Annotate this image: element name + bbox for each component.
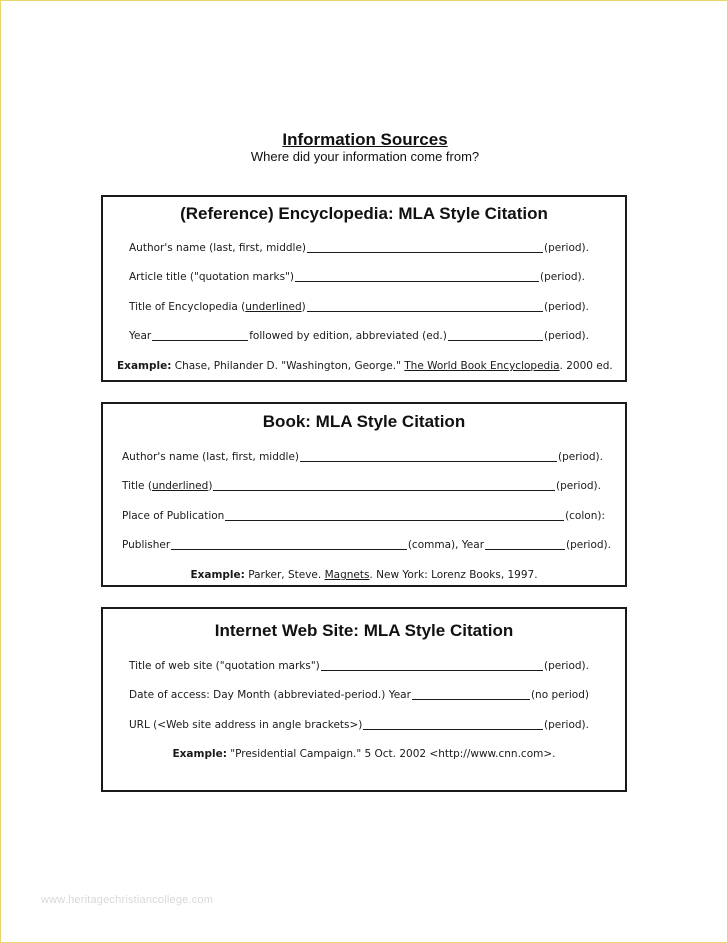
- author-blank[interactable]: [307, 240, 543, 253]
- book-title-end: (period).: [556, 480, 601, 492]
- web-date-label: Date of access: Day Month (abbreviated-period.) Year: [129, 689, 411, 701]
- article-end: (period).: [540, 271, 585, 283]
- encyc-end: (period).: [544, 301, 589, 313]
- book-citation-box: [101, 402, 627, 587]
- book-title-row: [122, 477, 601, 493]
- page-subtitle: Where did your information come from?: [250, 149, 480, 164]
- encyclopedia-example: Example: Chase, Philander D. "Washington, George." The World Book Encyclopedia . 2000 ed.: [117, 360, 613, 372]
- edition-blank[interactable]: [448, 328, 543, 341]
- encyclopedia-author-row: [129, 239, 589, 255]
- encyclopedia-article-row: [129, 268, 585, 284]
- book-publisher-end: (period).: [566, 539, 611, 551]
- year-mid: followed by edition, abbreviated (ed.): [249, 330, 447, 342]
- web-url-label: URL (<Web site address in angle brackets>): [129, 719, 363, 731]
- book-place-row: [122, 507, 605, 523]
- book-place-end: (colon):: [565, 510, 605, 522]
- encyclopedia-citation-box: [101, 195, 627, 382]
- article-label: Article title ("quotation marks"): [129, 271, 295, 283]
- web-site-row: [129, 657, 589, 673]
- book-place-label: Place of Publication: [122, 510, 225, 522]
- author-label: Author's name (last, first, middle): [129, 242, 307, 254]
- web-site-end: (period).: [544, 660, 589, 672]
- year-end: (period).: [544, 330, 589, 342]
- web-box-title: Internet Web Site: MLA Style Citation: [214, 621, 514, 640]
- web-url-blank[interactable]: [363, 717, 543, 730]
- article-blank[interactable]: [295, 269, 539, 282]
- book-year-blank[interactable]: [485, 537, 565, 550]
- book-box-title: Book: MLA Style Citation: [262, 412, 466, 431]
- web-site-blank[interactable]: [321, 658, 543, 671]
- encyc-title-blank[interactable]: [307, 299, 543, 312]
- book-publisher-label: Publisher: [122, 539, 171, 551]
- page-header: [1, 130, 728, 165]
- encyclopedia-box-title: (Reference) Encyclopedia: MLA Style Citation: [180, 204, 548, 223]
- page-title: Information Sources: [282, 130, 448, 149]
- encyclopedia-year-row: [129, 327, 589, 343]
- year-label: Year: [129, 330, 152, 342]
- book-publisher-row: [122, 536, 611, 552]
- book-place-blank[interactable]: [225, 508, 564, 521]
- author-end: (period).: [544, 242, 589, 254]
- encyclopedia-title-row: [129, 298, 589, 314]
- book-publisher-mid: (comma), Year: [407, 539, 485, 551]
- book-author-blank[interactable]: [300, 449, 557, 462]
- book-author-end: (period).: [558, 451, 603, 463]
- web-site-label: Title of web site ("quotation marks"): [129, 660, 320, 672]
- web-url-row: [129, 716, 589, 732]
- web-date-row: [129, 686, 589, 702]
- book-author-label: Author's name (last, first, middle): [122, 451, 300, 463]
- web-url-end: (period).: [544, 719, 589, 731]
- book-example: Example: Parker, Steve. Magnets . New York: Lorenz Books, 1997.: [190, 569, 538, 581]
- web-date-blank[interactable]: [412, 687, 530, 700]
- web-citation-box: [101, 607, 627, 792]
- book-publisher-blank[interactable]: [171, 537, 407, 550]
- book-author-row: [122, 448, 603, 464]
- book-title-blank[interactable]: [213, 478, 555, 491]
- web-example: Example: "Presidential Campaign." 5 Oct. 2002 <http://www.cnn.com>.: [172, 748, 556, 760]
- book-title-label: Title (underlined): [122, 480, 213, 492]
- web-date-end: (no period): [530, 689, 589, 701]
- watermark-text: www.heritagechristiancollege.com: [41, 894, 214, 906]
- year-blank[interactable]: [152, 328, 248, 341]
- encyc-label: Title of Encyclopedia (underlined): [129, 301, 306, 313]
